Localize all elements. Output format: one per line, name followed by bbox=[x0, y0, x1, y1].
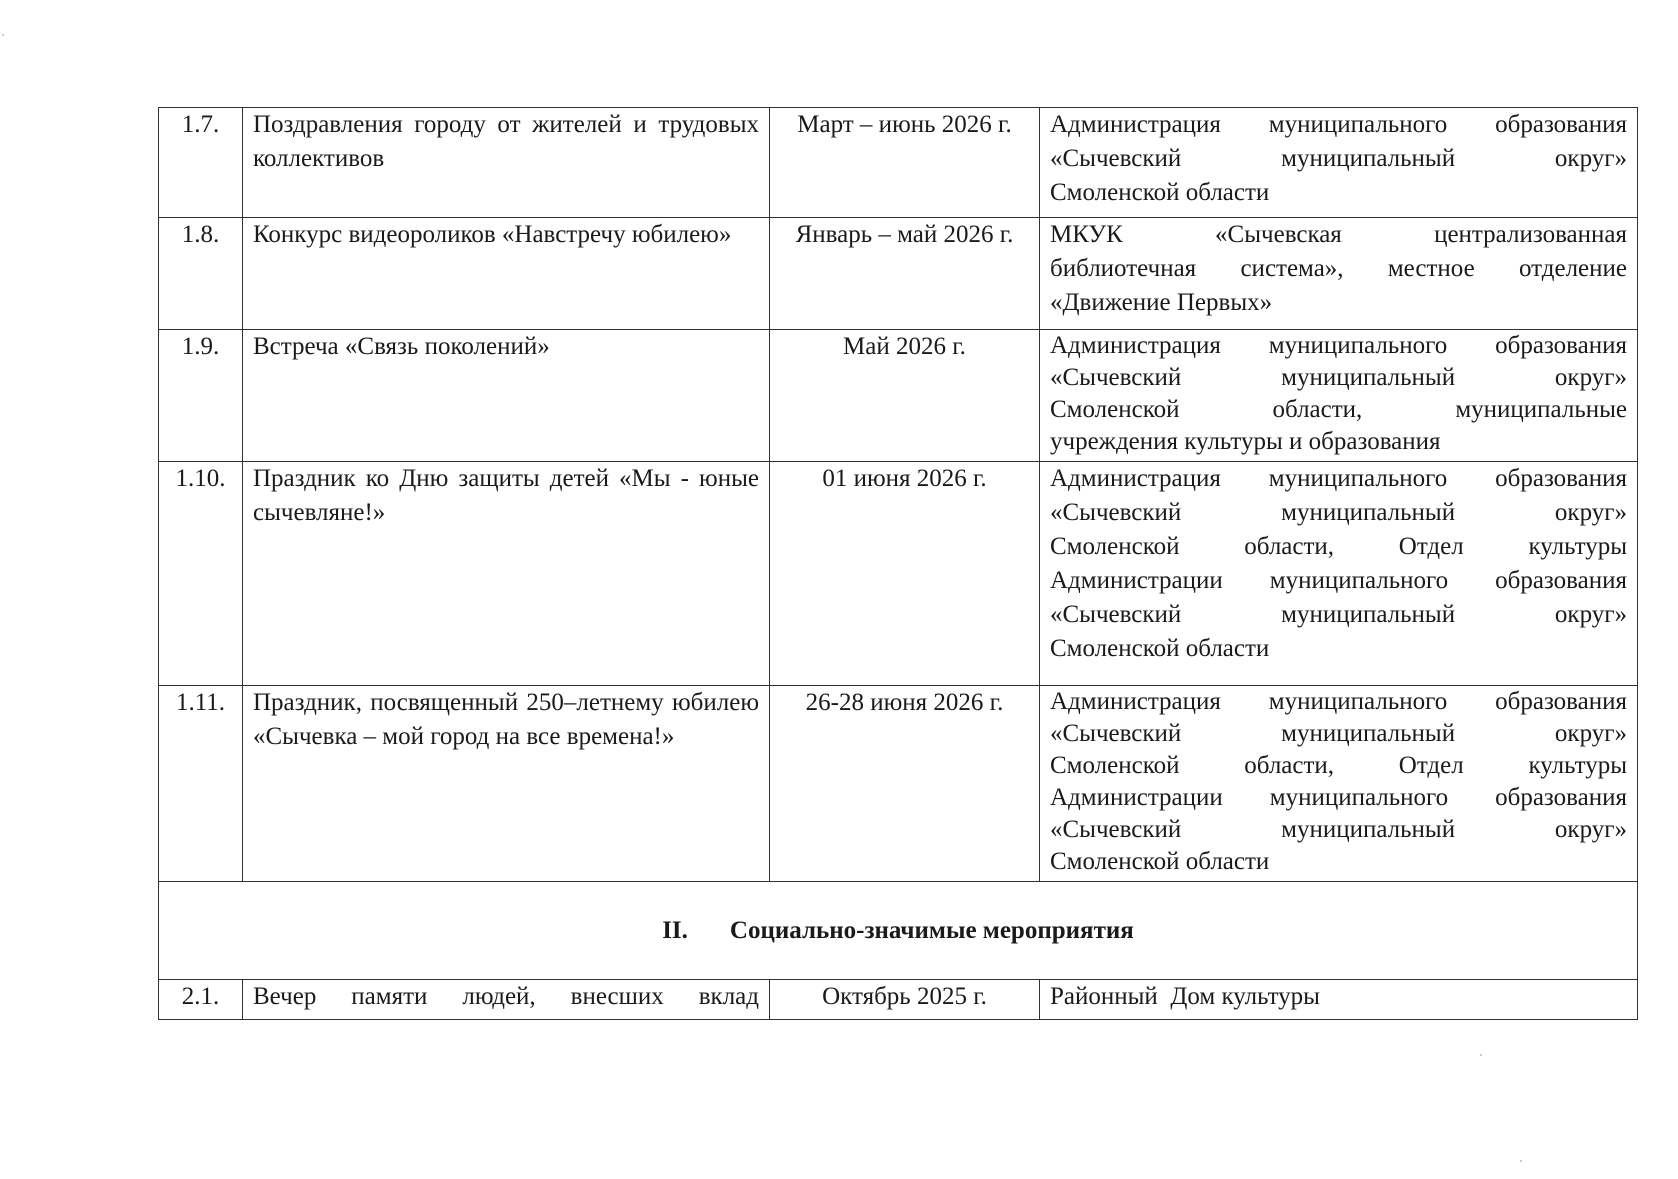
event-name: Праздник ко Дню защиты детей «Мы - юные сычевляне!» bbox=[243, 462, 770, 686]
event-name: Встреча «Связь поколений» bbox=[243, 330, 770, 462]
table-row bbox=[159, 218, 1638, 330]
responsible-line: «Сычевский муниципальный округ» bbox=[1050, 816, 1627, 843]
scan-speck bbox=[1480, 1054, 1482, 1056]
responsible-line: «Сычевский муниципальный округ» bbox=[1050, 720, 1627, 747]
row-number: 1.10. bbox=[159, 462, 243, 686]
event-date: Октябрь 2025 г. bbox=[770, 980, 1040, 1020]
scan-speck bbox=[2, 34, 4, 36]
event-date: Январь – май 2026 г. bbox=[770, 218, 1040, 330]
event-name-text: Вечер памяти людей, внесших вклад bbox=[253, 983, 759, 1010]
responsible-line: «Движение Первых» bbox=[1050, 289, 1273, 316]
table-row bbox=[159, 980, 1638, 1020]
table-row bbox=[159, 330, 1638, 462]
responsible-line: Смоленской области bbox=[1050, 848, 1270, 875]
responsible-line: библиотечная система», местное отделение bbox=[1050, 255, 1627, 282]
section-header-row bbox=[159, 882, 1638, 980]
table-row bbox=[159, 108, 1638, 218]
event-name: Праздник, посвященный 250–летнему юбилею «Сычевка – мой город на все времена!» bbox=[243, 686, 770, 882]
event-responsible bbox=[1040, 686, 1638, 882]
event-name bbox=[243, 980, 770, 1020]
section-heading bbox=[159, 882, 1638, 980]
event-responsible bbox=[1040, 330, 1638, 462]
row-number: 1.11. bbox=[159, 686, 243, 882]
event-responsible bbox=[1040, 980, 1638, 1020]
event-responsible bbox=[1040, 108, 1638, 218]
responsible-line: Администрация муниципального образования bbox=[1050, 688, 1627, 715]
responsible-line: «Сычевский муниципальный округ» bbox=[1050, 499, 1627, 526]
responsible-line: МКУК «Сычевская централизованная bbox=[1050, 221, 1627, 248]
event-date: Май 2026 г. bbox=[770, 330, 1040, 462]
event-name: Поздравления городу от жителей и трудовых коллективов bbox=[243, 108, 770, 218]
section-title: Социально-значимые мероприятия bbox=[729, 916, 1134, 944]
responsible-line: Районный Дом культуры bbox=[1050, 983, 1320, 1010]
responsible-line: Администрация муниципального образования bbox=[1050, 332, 1627, 359]
responsible-line: Смоленской области, Отдел культуры bbox=[1050, 533, 1627, 560]
table-row bbox=[159, 686, 1638, 882]
responsible-line: учреждения культуры и образования bbox=[1050, 428, 1441, 455]
responsible-line: Администрация муниципального образования bbox=[1050, 465, 1627, 492]
table-row bbox=[159, 462, 1638, 686]
responsible-line: Администрации муниципального образования bbox=[1050, 567, 1627, 594]
scan-speck bbox=[1520, 1160, 1522, 1162]
row-number: 1.7. bbox=[159, 108, 243, 218]
row-number: 1.8. bbox=[159, 218, 243, 330]
responsible-line: «Сычевский муниципальный округ» bbox=[1050, 145, 1627, 172]
responsible-line: Смоленской области, муниципальные bbox=[1050, 396, 1627, 423]
responsible-line: Администрации муниципального образования bbox=[1050, 784, 1627, 811]
responsible-line: Смоленской области, Отдел культуры bbox=[1050, 752, 1627, 779]
event-date: Март – июнь 2026 г. bbox=[770, 108, 1040, 218]
responsible-line: Смоленской области bbox=[1050, 635, 1270, 662]
event-date: 26-28 июня 2026 г. bbox=[770, 686, 1040, 882]
responsible-line: «Сычевский муниципальный округ» bbox=[1050, 601, 1627, 628]
event-name: Конкурс видеороликов «Навстречу юбилею» bbox=[243, 218, 770, 330]
section-number: II. bbox=[662, 916, 688, 944]
responsible-line: Администрация муниципального образования bbox=[1050, 111, 1627, 138]
responsible-line: «Сычевский муниципальный округ» bbox=[1050, 364, 1627, 391]
event-date: 01 июня 2026 г. bbox=[770, 462, 1040, 686]
event-responsible bbox=[1040, 218, 1638, 330]
event-responsible bbox=[1040, 462, 1638, 686]
row-number: 1.9. bbox=[159, 330, 243, 462]
row-number: 2.1. bbox=[159, 980, 243, 1020]
responsible-line: Смоленской области bbox=[1050, 179, 1270, 206]
events-plan-table bbox=[158, 107, 1638, 1020]
